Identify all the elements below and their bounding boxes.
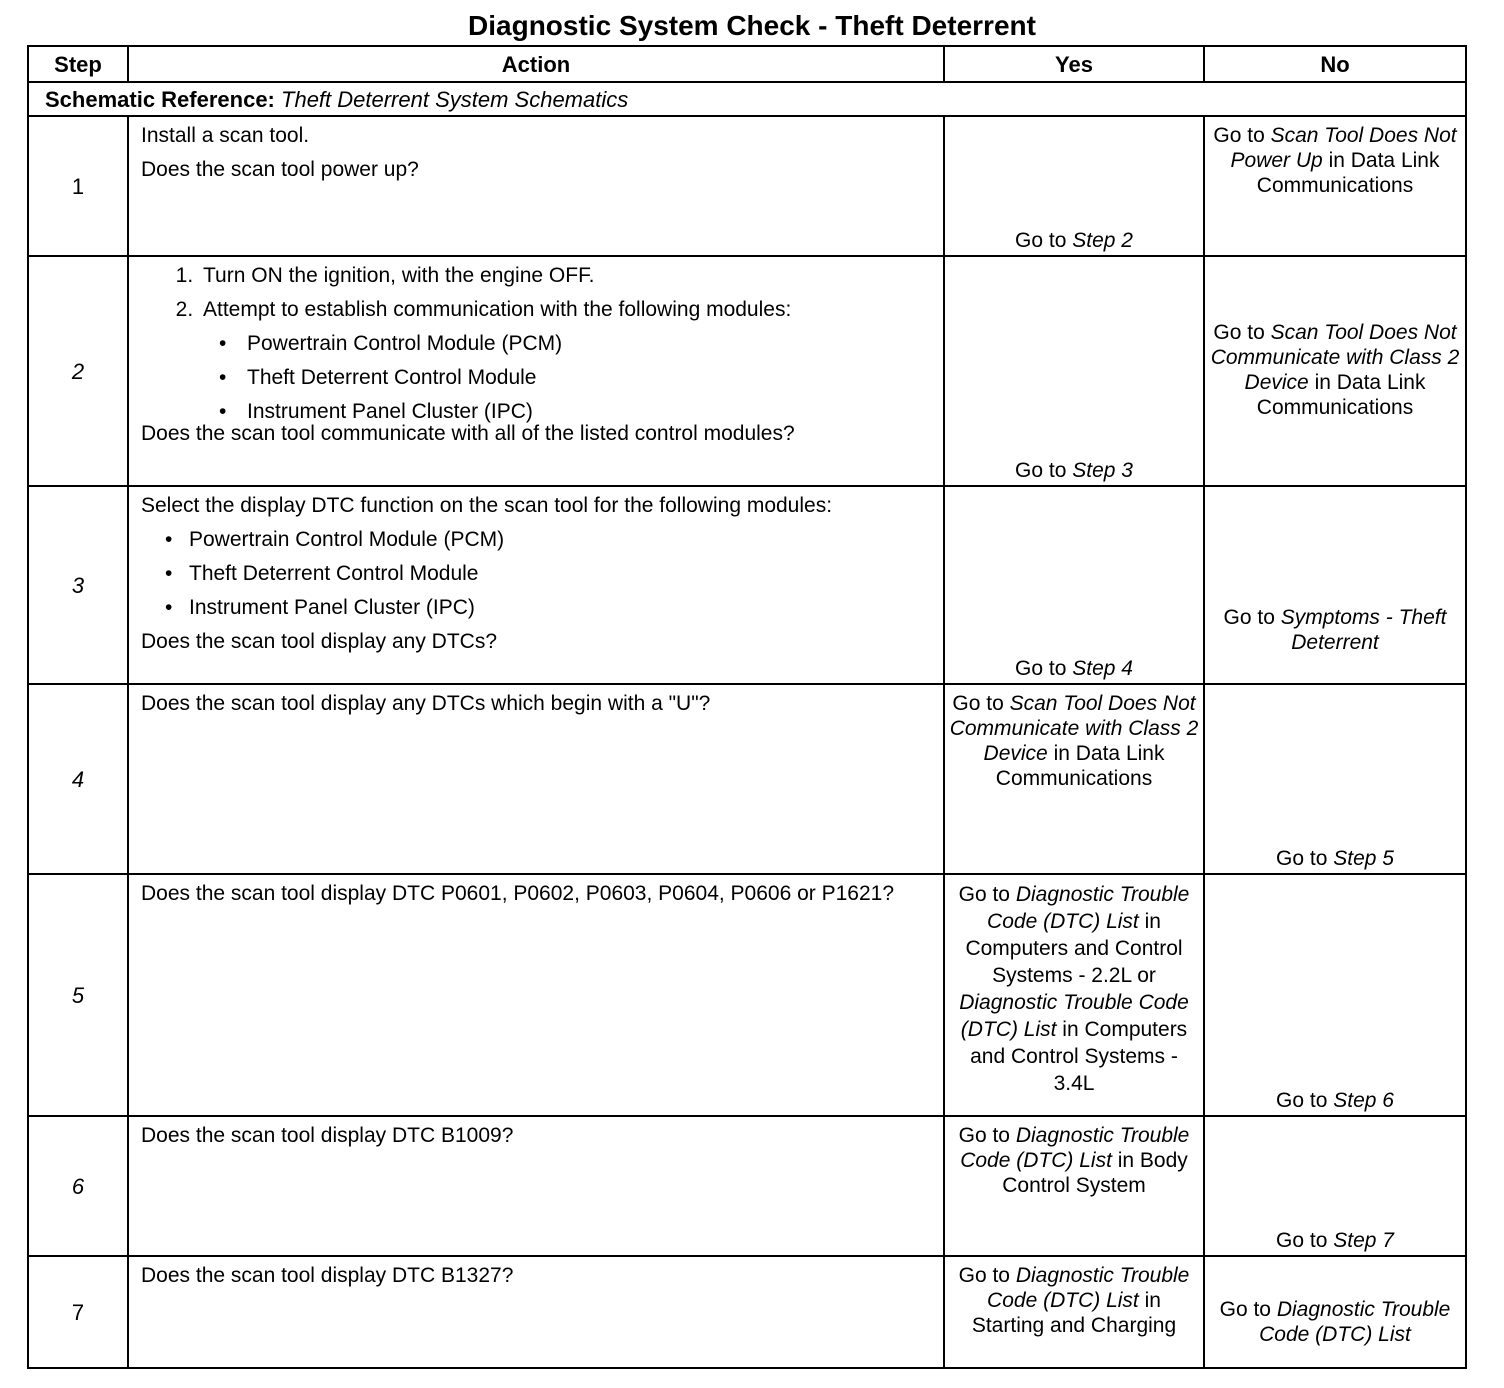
- table-row: [28, 874, 1466, 1116]
- diagnostic-table: [27, 45, 1467, 1369]
- module-list: [203, 331, 935, 424]
- yes-cell[interactable]: Go to Step 3: [944, 256, 1204, 486]
- schematic-link[interactable]: Theft Deterrent System Schematics: [281, 86, 629, 112]
- action-cell: [128, 1256, 944, 1368]
- yes-link[interactable]: Diagnostic Trouble Code (DTC) List: [987, 1264, 1190, 1312]
- yes-cell[interactable]: Go to Diagnostic Trouble Code (DTC) List in Starting and Charging: [944, 1256, 1204, 1368]
- no-cell[interactable]: Go to Symptoms - Theft Deterrent: [1204, 486, 1466, 684]
- schematic-reference: [28, 82, 1466, 116]
- module-item: • Powertrain Control Module (PCM): [189, 527, 935, 552]
- no-link[interactable]: Symptoms - Theft Deterrent: [1280, 606, 1447, 654]
- yes-link[interactable]: Diagnostic Trouble Code (DTC) List: [987, 883, 1190, 933]
- action-question: Does the scan tool display DTC B1009?: [141, 1124, 514, 1147]
- module-item: • Instrument Panel Cluster (IPC): [243, 399, 935, 424]
- module-item: • Powertrain Control Module (PCM): [243, 331, 935, 356]
- action-item: 2. Attempt to establish communication with the following modules: • Powertrain Control Module (PCM) • Theft Deterrent Control Module • Instrument Panel Cluster (IPC): [199, 297, 935, 424]
- step-number: 2: [28, 256, 128, 486]
- no-cell[interactable]: Go to Scan Tool Does Not Communicate with Class 2 Device in Data Link Communications: [1204, 256, 1466, 486]
- no-link[interactable]: Scan Tool Does Not Power Up: [1230, 124, 1457, 172]
- no-link[interactable]: Diagnostic Trouble Code (DTC) List: [1259, 1298, 1451, 1346]
- no-cell[interactable]: Go to Diagnostic Trouble Code (DTC) List: [1204, 1256, 1466, 1368]
- module-list: [141, 527, 935, 620]
- schematic-label: Schematic Reference:: [45, 86, 275, 112]
- yes-link[interactable]: Step 3: [1072, 459, 1133, 482]
- page-title: Diagnostic System Check - Theft Deterrent: [468, 10, 1036, 41]
- action-question: Does the scan tool display DTC B1327?: [141, 1264, 514, 1287]
- no-cell[interactable]: Go to Scan Tool Does Not Power Up in Data Link Communications: [1204, 116, 1466, 256]
- action-question: Does the scan tool display any DTCs which begin with a "U"?: [141, 692, 711, 715]
- yes-cell[interactable]: Go to Step 2: [944, 116, 1204, 256]
- action-cell: [128, 874, 944, 1116]
- yes-cell[interactable]: Go to Scan Tool Does Not Communicate with Class 2 Device in Data Link Communications: [944, 684, 1204, 874]
- step-number: 7: [28, 1256, 128, 1368]
- no-cell[interactable]: Go to Step 7: [1204, 1116, 1466, 1256]
- step-number: 1: [28, 116, 128, 256]
- no-link[interactable]: Step 5: [1333, 847, 1394, 870]
- step-number: 3: [28, 486, 128, 684]
- table-row: [28, 1116, 1466, 1256]
- action-question: Does the scan tool display DTC P0601, P0602, P0603, P0604, P0606 or P1621?: [141, 882, 895, 905]
- yes-cell[interactable]: Go to Diagnostic Trouble Code (DTC) List in Computers and Control Systems - 2.2L or Diagnostic Trouble Code (DTC) List in Computers and Control Systems - 3.4L: [944, 874, 1204, 1116]
- action-cell: [128, 486, 944, 684]
- step-number: 6: [28, 1116, 128, 1256]
- action-question: Does the scan tool power up?: [141, 158, 419, 181]
- no-link[interactable]: Step 7: [1333, 1229, 1394, 1252]
- module-item: • Theft Deterrent Control Module: [189, 561, 935, 586]
- action-text: Select the display DTC function on the scan tool for the following modules:: [141, 494, 833, 517]
- no-link[interactable]: Scan Tool Does Not Communicate with Class 2 Device: [1210, 321, 1460, 394]
- no-cell[interactable]: Go to Step 6: [1204, 874, 1466, 1116]
- table-row: [28, 1256, 1466, 1368]
- action-item: 1. Turn ON the ignition, with the engine OFF.: [199, 263, 935, 288]
- yes-link[interactable]: Step 2: [1072, 229, 1133, 252]
- step-number: 5: [28, 874, 128, 1116]
- header-yes: Yes: [944, 46, 1204, 82]
- action-cell: [128, 116, 944, 256]
- yes-link[interactable]: Step 4: [1072, 657, 1133, 680]
- header-step: Step: [28, 46, 128, 82]
- yes-cell[interactable]: Go to Step 4: [944, 486, 1204, 684]
- action-cell: [128, 1116, 944, 1256]
- yes-link[interactable]: Scan Tool Does Not Communicate with Class 2 Device: [949, 692, 1199, 765]
- action-text: Install a scan tool.: [141, 124, 310, 147]
- header-row: [28, 46, 1466, 82]
- table-row: [28, 486, 1466, 684]
- action-cell: [128, 256, 944, 486]
- action-list: [141, 263, 935, 424]
- module-item: • Instrument Panel Cluster (IPC): [189, 595, 935, 620]
- header-no: No: [1204, 46, 1466, 82]
- action-cell: [128, 684, 944, 874]
- module-item: • Theft Deterrent Control Module: [243, 365, 935, 390]
- table-row: [28, 684, 1466, 874]
- no-cell[interactable]: Go to Step 5: [1204, 684, 1466, 874]
- yes-link-2[interactable]: Diagnostic Trouble Code (DTC) List: [959, 991, 1189, 1041]
- step-number: 4: [28, 684, 128, 874]
- action-question: Does the scan tool communicate with all of the listed control modules?: [141, 422, 795, 445]
- no-link[interactable]: Step 6: [1333, 1089, 1394, 1112]
- header-action: Action: [128, 46, 944, 82]
- action-question: Does the scan tool display any DTCs?: [141, 630, 498, 653]
- table-row: [28, 116, 1466, 256]
- yes-cell[interactable]: Go to Diagnostic Trouble Code (DTC) List in Body Control System: [944, 1116, 1204, 1256]
- table-row: [28, 256, 1466, 486]
- yes-link[interactable]: Diagnostic Trouble Code (DTC) List: [960, 1124, 1190, 1172]
- schematic-reference-row: [28, 82, 1466, 116]
